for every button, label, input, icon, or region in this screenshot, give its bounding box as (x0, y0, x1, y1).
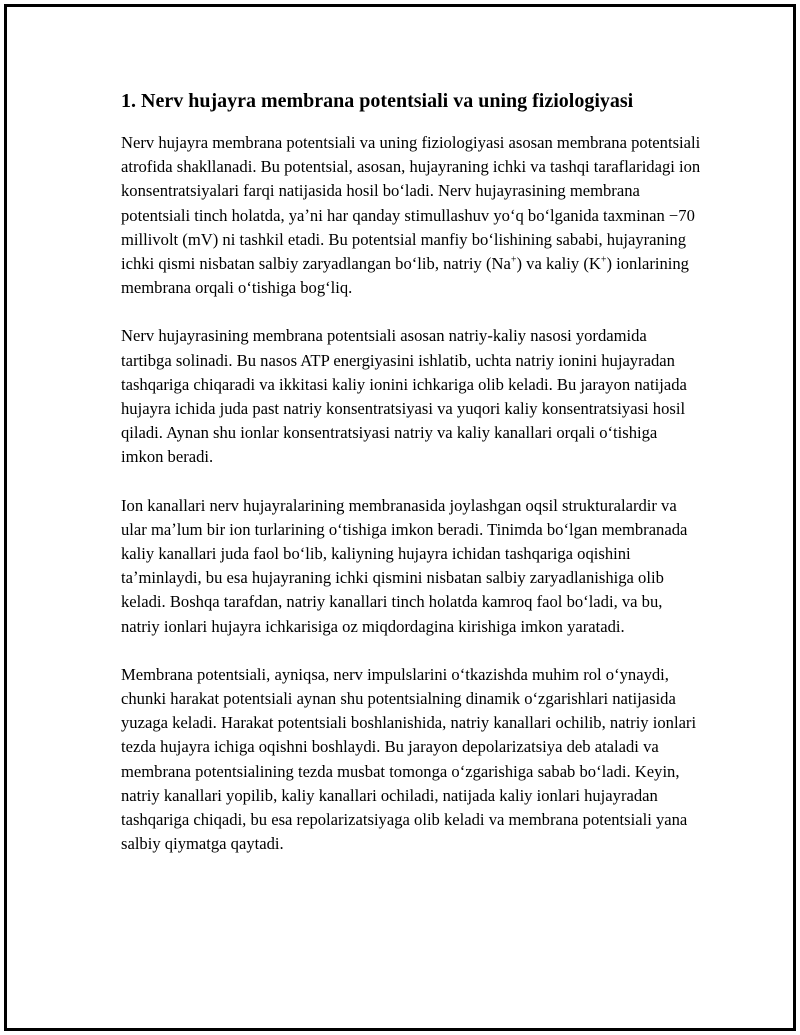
paragraph-1 (121, 131, 701, 300)
paragraph-1-text-c: ) ionlarining membrana orqali oʻtishiga bogʻliq. (121, 254, 689, 298)
paragraph-2: Nerv hujayrasining membrana potentsiali asosan natriy-kaliy nasosi yordamida tartibga solinadi. Bu nasos ATP energiyasini ishlatib, uchta natriy ionini hujayradan tashqariga chiqaradi va ikkitasi kaliy ionini ichkariga olib keladi. Bu jarayon natijada hujayra ichida juda past natriy konsentratsiyasi va yuqori kaliy konsentratsiyasi hosil qiladi. Aynan shu ionlar konsentratsiyasi natriy va kaliy kanallari orqali oʻtishiga imkon beradi. (121, 326, 687, 467)
potassium-charge-superscript: + (600, 254, 607, 266)
paragraph-1-text-b: ) va kaliy (K (516, 254, 601, 274)
paragraph-3: Ion kanallari nerv hujayralarining membranasida joylashgan oqsil strukturalardir va ular maʼlum bir ion turlarining oʻtishiga imkon beradi. Tinimda boʻlgan membranada kaliy kanallari juda faol boʻlib, kaliyning hujayra ichidan tashqariga oqishini taʼminlaydi, bu esa hujayraning ichki qismini nisbatan salbiy zaryadlanishiga olib keladi. Boshqa tarafdan, natriy kanallari tinch holatda kamroq faol boʻladi, va bu, natriy ionlari hujayra ichkarisiga oz miqdordagina kirishiga imkon yaratadi. (121, 495, 688, 636)
paragraph-4: Membrana potentsiali, ayniqsa, nerv impulslarini oʻtkazishda muhim rol oʻynaydi, chunki harakat potentsiali aynan shu potentsialning dinamik oʻzgarishlari natijasida yuzaga keladi. Harakat potentsiali boshlanishida, natriy kanallari ochilib, natriy ionlari tezda hujayra ichiga oqishni boshlaydi. Bu jarayon depolarizatsiya deb ataladi va membrana potentsialining tezda musbat tomonga oʻzgarishiga sabab boʻladi. Keyin, natriy kanallari yopilib, kaliy kanallari ochiladi, natijada kaliy ionlari hujayradan tashqariga chiqadi, bu esa repolarizatsiyaga olib keladi va membrana potentsiali yana salbiy qiymatga qaytadi. (121, 664, 697, 854)
document-body (121, 87, 701, 880)
sodium-charge-superscript: + (510, 254, 517, 266)
paragraph-1-text-a: Nerv hujayra membrana potentsiali va uning fiziologiyasi asosan membrana potentsiali atrofida shakllanadi. Bu potentsial, asosan, hujayraning ichki va tashqi taraflaridagi ion konsentratsiyalari farqi natijasida hosil boʻladi. Nerv hujayrasining membrana potentsiali tinch holatda, yaʼni har qanday stimullashuv yoʻq boʻlganida taxminan −70 millivolt (mV) ni tashkil etadi. Bu potentsial manfiy boʻlishining sababi, hujayraning ichki qismi nisbatan salbiy zaryadlangan boʻlib, natriy (Na (121, 133, 701, 274)
section-heading: 1. Nerv hujayra membrana potentsiali va uning fiziologiyasi (121, 90, 634, 112)
page-frame (4, 4, 796, 1031)
